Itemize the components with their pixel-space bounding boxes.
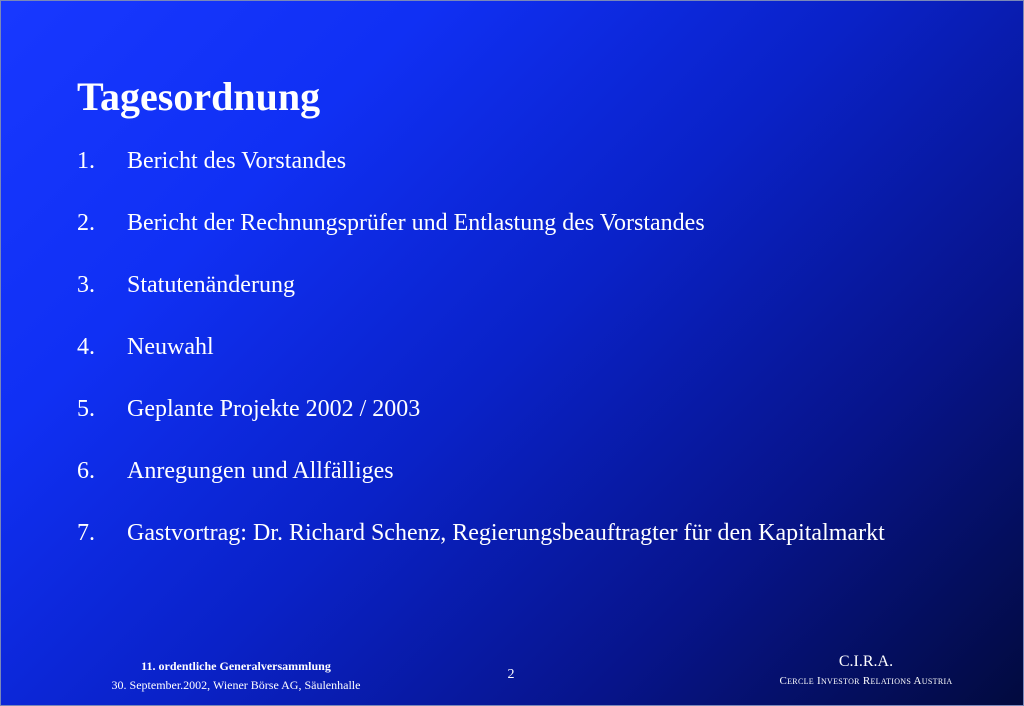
- footer-event-title: 11. ordentliche Generalversammlung: [141, 659, 331, 673]
- footer-event-info: [61, 657, 411, 695]
- slide-title: Tagesordnung: [77, 74, 321, 119]
- agenda-item: [77, 508, 977, 558]
- footer-organization: [741, 651, 991, 689]
- agenda-item-number: 3.: [77, 272, 95, 298]
- agenda-item: [77, 266, 977, 304]
- agenda-item-text: Bericht des Vorstandes: [127, 148, 347, 174]
- page-number: 2: [507, 667, 515, 682]
- agenda-item-text: Neuwahl: [127, 334, 214, 360]
- agenda-item-text: Geplante Projekte 2002 / 2003: [127, 396, 421, 422]
- footer-date-location: 30. September.2002, Wiener Börse AG, Säulenhalle: [111, 678, 361, 692]
- agenda-item-text: Gastvortrag: Dr. Richard Schenz, Regierungsbeauftragter für den Kapitalmarkt: [127, 520, 885, 546]
- agenda-item: [77, 204, 977, 242]
- agenda-item: [77, 328, 977, 366]
- agenda-item-number: 2.: [77, 210, 95, 236]
- agenda-item-number: 4.: [77, 334, 95, 360]
- agenda-item-text: Anregungen und Allfälliges: [127, 458, 394, 484]
- agenda-item-number: 6.: [77, 458, 95, 484]
- agenda-item-text: Bericht der Rechnungsprüfer und Entlastung des Vorstandes: [127, 210, 705, 236]
- agenda-item-number: 1.: [77, 148, 95, 174]
- agenda-item: [77, 452, 977, 490]
- agenda-item-number: 7.: [77, 520, 95, 546]
- agenda-item: [77, 142, 977, 180]
- agenda-item-text: Statutenänderung: [127, 272, 295, 298]
- agenda-item-number: 5.: [77, 396, 95, 422]
- agenda-item: [77, 390, 977, 428]
- org-abbreviation: C.I.R.A.: [838, 653, 894, 670]
- agenda-list: [77, 142, 977, 582]
- org-full-name: Cercle Investor Relations Austria: [779, 675, 953, 687]
